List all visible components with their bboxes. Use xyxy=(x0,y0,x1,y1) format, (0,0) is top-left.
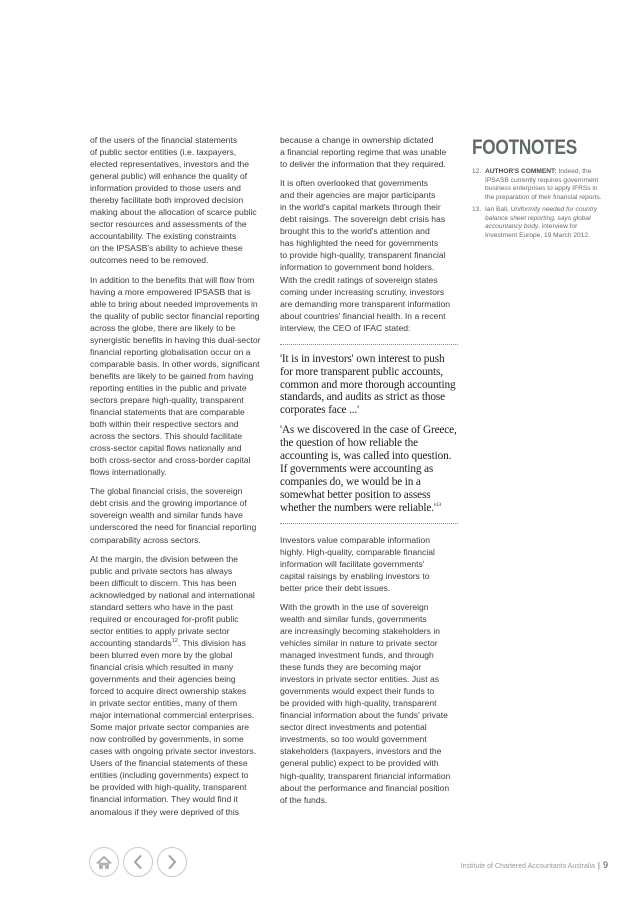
quote: 'It is in investors' own interest to push for more transparent public accounts, common and more thorough accounting standards, and audits as strict as those corporates face ...' xyxy=(280,352,456,417)
paragraph-text: . This division has been blurred even more by the global financial crisis which resulted in many governments and their agencies being forced to acquire direct ownership stakes in private sector entities, many of them major international commercial enterprises. Some major private sector companies are now controlled by governments, in some cases with ongoing private sector investors. Users of the financial statements of these entities (including governments) expect to be provided with high-quality, transparent financial information. They would find it anomalous if they were deprived of this xyxy=(90,637,257,817)
page-number: 9 xyxy=(602,860,608,870)
paragraph-text: At the margin, the division between the public and private sectors has always been difficult to discern. This has been acknowledged by national and international standard setters who have in the past required or encouraged for-profit public sector entities to apply private sector accounting standards xyxy=(90,553,255,648)
paragraph: With the growth in the use of sovereign wealth and similar funds, governments are increasingly becoming stakeholders in vehicles similar in nature to private sector managed investment funds, and through these funds they are becoming major investors in private sector entities. Just as governments would expect their funds to be provided with high-quality, transparent financial information about the funds' private sector direct investments and potential investments, so too would government stakeholders (taxpayers, investors and the general public) expect to be provided with high-quality, transparent financial information about the performance and financial position of the funds. xyxy=(280,601,451,805)
chevron-right-icon xyxy=(166,854,178,870)
publisher-name: Institute of Chartered Accountants Australia xyxy=(460,863,595,870)
home-icon xyxy=(96,855,112,870)
paragraph xyxy=(90,553,274,818)
footnotes-sidebar xyxy=(472,136,604,244)
footnote-source-title: Uniformity needed for country balance sheet reporting, says global accountancy body xyxy=(485,205,598,231)
body-column-left xyxy=(90,134,274,825)
paragraph: because a change in ownership dictated a financial reporting regime that was unable to deliver the information that they required. xyxy=(280,135,447,170)
paragraph: of the users of the financial statements of public sector entities (i.e. taxpayers, elected representatives, investors and the general public) will enhance the quality of information provided to those users and thereby facilitate both improved decision making about the allocation of scarce public sector resources and assessments of the accountability. The existing constraints on the IPSASB's ability to achieve these outcomes need to be removed. xyxy=(90,135,257,266)
footnote-ref-12[interactable]: 12 xyxy=(171,638,178,645)
footnote-text xyxy=(485,168,602,203)
footnote-body: , interview for Investment Europe, 19 March 2012. xyxy=(485,223,590,239)
footnote-text xyxy=(485,206,597,241)
footnote-ref-13[interactable]: 13 xyxy=(435,501,442,508)
footnote-number: 13. xyxy=(472,205,482,213)
footnotes-title: FOOTNOTES xyxy=(472,136,577,159)
footer-separator: | xyxy=(597,861,600,870)
next-page-button[interactable] xyxy=(157,847,187,877)
body-column-middle xyxy=(280,134,458,813)
paragraph: In addition to the benefits that will flow from having a more empowered IPSASB that is able to bring about needed improvements in the quality of public sector financial reporting across the globe, there are likely to be synergistic benefits in having this dual-sector financial reporting globalisation occur on a comparable basis. In other words, significant benefits are likely to be gained from having reporting entities in the public and private sectors prepare high-quality, transparent financial statements that are comparable both within their respective sectors and across the sectors. This should facilitate cross-sector capital flows nationally and both cross-sector and cross-border capital flows internationally. xyxy=(90,274,261,478)
chevron-left-icon xyxy=(132,854,144,870)
footnote-12 xyxy=(472,168,604,203)
quote xyxy=(280,424,458,514)
home-button[interactable] xyxy=(89,847,119,877)
footnote-author: Ian Ball, xyxy=(485,205,511,213)
paragraph: It is often overlooked that governments and their agencies are major participants in the world's capital markets through their debt raisings. The sovereign debt crisis has brought this to the world's attention and has highlighted the need for governments to provide high-quality, transparent financial information to government bond holders. With the credit ratings of sovereign states coming under increasing scrutiny, investors are demanding more transparent information about countries' financial health. In a recent interview, the CEO of IFAC stated: xyxy=(280,178,451,333)
page-footer xyxy=(458,860,608,870)
pull-quote-block xyxy=(280,344,458,524)
footnote-label: AUTHOR'S COMMENT: xyxy=(485,168,557,175)
footnote-number: 12. xyxy=(472,168,482,175)
paragraph: The global financial crisis, the sovereign debt crisis and the growing importance of sovereign wealth and similar funds have underscored the need for financial reporting comparability across sectors. xyxy=(90,486,257,545)
page-navigation xyxy=(89,847,187,879)
previous-page-button[interactable] xyxy=(123,847,153,877)
footnote-13 xyxy=(472,206,604,241)
quote-text: 'As we discovered in the case of Greece, the question of how reliable the accounting is, was called into question. If governments were accounting as companies do, we would be in a somewhat better position to assess whether the numbers were reliable.' xyxy=(280,424,457,514)
paragraph: Investors value comparable information highly. High-quality, comparable financial information will facilitate governments' capital raisings by enabling investors to better price their debt issues. xyxy=(280,534,435,593)
footnote-body: Indeed, the IPSASB currently requires government business enterprises to apply IFRSs in the preparation of their financial reports. xyxy=(485,168,602,202)
